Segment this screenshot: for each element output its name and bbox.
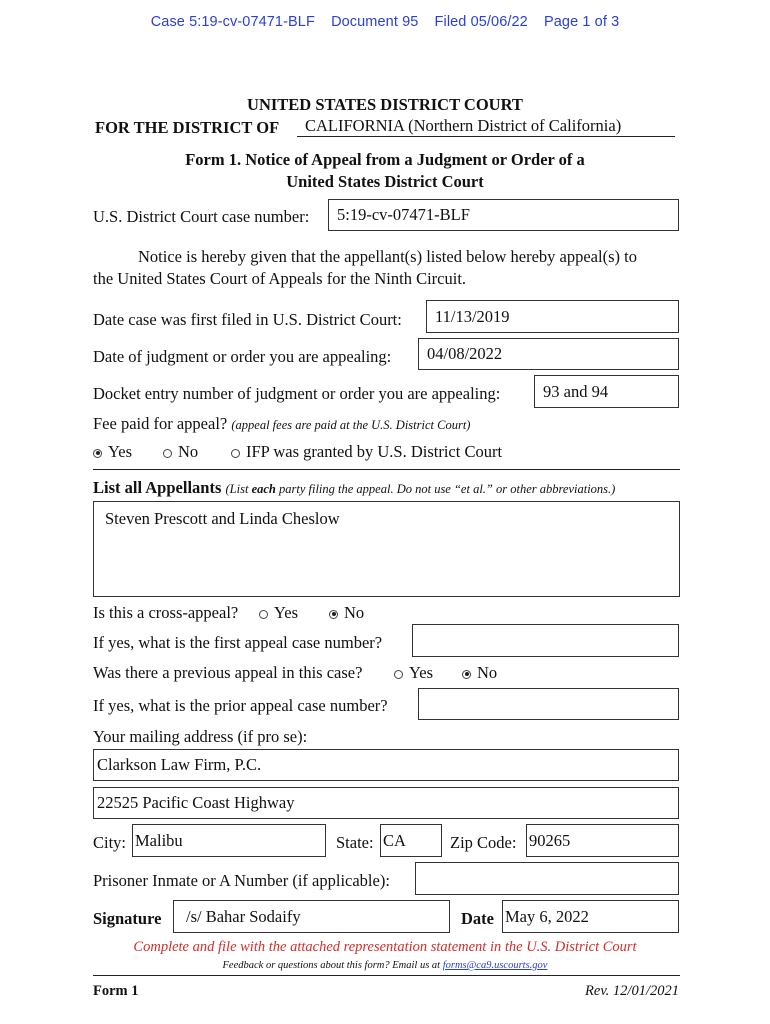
- filing-header: [0, 14, 770, 30]
- district-prefix: FOR THE DISTRICT OF: [95, 118, 280, 137]
- prior-appeal-field[interactable]: [418, 688, 679, 720]
- radio-selected-icon[interactable]: [93, 449, 102, 458]
- court-title: UNITED STATES DISTRICT COURT: [247, 95, 523, 114]
- prior-appeal-label: If yes, what is the prior appeal case number?: [93, 696, 388, 715]
- date-judgment-label: Date of judgment or order you are appealing:: [93, 347, 392, 366]
- zip-field[interactable]: 90265: [526, 824, 679, 857]
- date-filed-label: Date case was first filed in U.S. District Court:: [93, 310, 402, 329]
- mailing-label: Your mailing address (if pro se):: [93, 727, 308, 746]
- mailing-line1-field[interactable]: Clarkson Law Firm, P.C.: [93, 749, 679, 781]
- filed-date: Filed 05/06/22: [434, 14, 528, 30]
- city-field[interactable]: Malibu: [132, 824, 326, 857]
- signature-field[interactable]: /s/ Bahar Sodaify: [173, 900, 450, 933]
- first-appeal-field[interactable]: [412, 624, 679, 657]
- first-appeal-label: If yes, what is the first appeal case number?: [93, 633, 383, 652]
- notice-line1: Notice is hereby given that the appellant(s) listed below hereby appeal(s) to: [138, 247, 637, 266]
- footer-instruction: Complete and file with the attached representation statement in the U.S. District Court: [133, 939, 637, 955]
- appellants-field[interactable]: Steven Prescott and Linda Cheslow: [93, 501, 680, 597]
- fee-label: Fee paid for appeal?: [93, 414, 228, 433]
- cross-appeal-label: Is this a cross-appeal?: [93, 603, 239, 622]
- radio-selected-icon[interactable]: [329, 610, 338, 619]
- feedback-email-link[interactable]: forms@ca9.uscourts.gov: [442, 960, 548, 971]
- city-label: City:: [93, 833, 127, 852]
- footer-divider: [93, 975, 680, 976]
- fee-option-no[interactable]: No: [163, 442, 198, 462]
- cross-appeal-no[interactable]: No: [329, 603, 364, 623]
- fee-option-yes[interactable]: Yes: [93, 442, 132, 462]
- appellants-note: (List each party filing the appeal. Do not use “et al.” or other abbreviations.): [225, 482, 616, 496]
- radio-icon[interactable]: [394, 670, 403, 679]
- date-field[interactable]: May 6, 2022: [502, 900, 679, 933]
- section-divider: [93, 469, 680, 470]
- mailing-line2-field[interactable]: 22525 Pacific Coast Highway: [93, 787, 679, 819]
- previous-appeal-label: Was there a previous appeal in this case?: [93, 663, 363, 682]
- radio-icon[interactable]: [163, 449, 172, 458]
- document-number: Document 95: [331, 14, 419, 30]
- fee-option-ifp[interactable]: IFP was granted by U.S. District Court: [231, 442, 502, 462]
- case-id: Case 5:19-cv-07471-BLF: [150, 14, 315, 30]
- district-field[interactable]: CALIFORNIA (Northern District of California): [297, 116, 675, 137]
- date-judgment-field[interactable]: 04/08/2022: [418, 338, 679, 370]
- docket-entry-label: Docket entry number of judgment or order you are appealing:: [93, 384, 501, 403]
- footer-feedback: Feedback or questions about this form? Email us at forms@ca9.uscourts.gov: [222, 960, 548, 971]
- revision-date: Rev. 12/01/2021: [585, 983, 679, 999]
- state-label: State:: [336, 833, 374, 852]
- previous-appeal-yes[interactable]: Yes: [394, 663, 433, 683]
- fee-note: (appeal fees are paid at the U.S. District Court): [231, 418, 471, 432]
- cross-appeal-yes[interactable]: Yes: [259, 603, 298, 623]
- radio-icon[interactable]: [231, 449, 240, 458]
- date-label: Date: [461, 909, 494, 928]
- form-number: Form 1: [93, 983, 139, 999]
- radio-selected-icon[interactable]: [462, 670, 471, 679]
- case-number-field[interactable]: 5:19-cv-07471-BLF: [328, 199, 679, 231]
- page-indicator: Page 1 of 3: [544, 14, 620, 30]
- state-field[interactable]: CA: [380, 824, 442, 857]
- docket-entry-field[interactable]: 93 and 94: [534, 375, 679, 408]
- prisoner-label: Prisoner Inmate or A Number (if applicable):: [93, 871, 390, 890]
- prisoner-field[interactable]: [415, 862, 679, 895]
- notice-line2: the United States Court of Appeals for the Ninth Circuit.: [93, 269, 467, 288]
- signature-label: Signature: [93, 909, 162, 928]
- case-number-label: U.S. District Court case number:: [93, 207, 310, 226]
- form-title-line1: Form 1. Notice of Appeal from a Judgment or Order of a: [185, 150, 585, 169]
- date-filed-field[interactable]: 11/13/2019: [426, 300, 679, 333]
- fee-question: [93, 414, 470, 434]
- previous-appeal-no[interactable]: No: [462, 663, 497, 683]
- appellants-label: List all Appellants: [93, 478, 222, 497]
- form-title-line2: United States District Court: [286, 172, 484, 191]
- zip-label: Zip Code:: [450, 833, 517, 852]
- radio-icon[interactable]: [259, 610, 268, 619]
- appellants-heading: [93, 478, 615, 498]
